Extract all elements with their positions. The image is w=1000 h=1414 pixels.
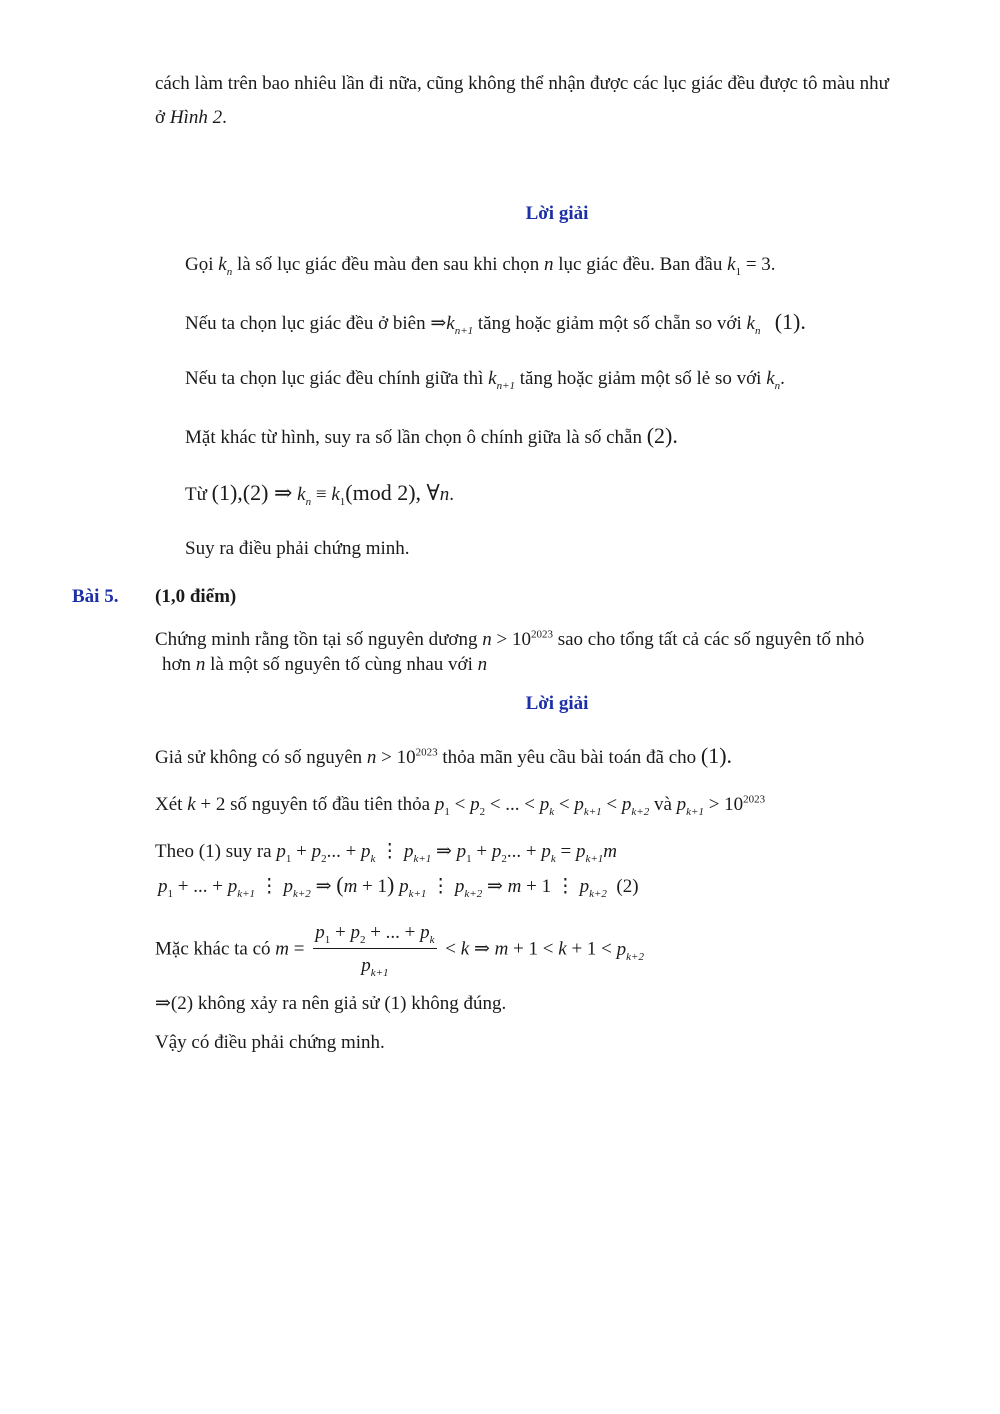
solution1-conclusion: Suy ra điều phải chứng minh. [185,538,410,559]
solution1-para-1: Gọi $k_n$ là số lục giác đều màu đen sau khi chọn n lục giác đều. Ban đầu $k_1 = 3$. [185,254,776,278]
solution2-conclusion: Vậy có điều phải chứng minh. [155,1032,385,1053]
problem-5-points: (1,0 điểm) [155,586,237,607]
solution2-line-3: Theo (1) suy ra $p_1 + p_2$... + $p_k$ ⋮ $p_{k+1}$ ⇒ $p_1 + p_2$... + $p_k = p_{k+1}m$ [155,841,618,865]
solution1-para-5: Từ (1),(2) ⇒ $k_n \equiv k_1(mod$ 2), ∀n. [185,480,455,508]
solution1-para-4: Mặt khác từ hình, suy ra số lần chọn ô chính giữa là số chẵn (2). [185,423,678,448]
solution-heading-2: Lời giải [525,693,589,714]
solution2-line-1: Giả sử không có số nguyên $n > 10^{2023}$ thỏa mãn yêu cầu bài toán đã cho (1). [155,743,733,768]
sum-fraction: $\frac{p_1 + p_2 + ... + p_k}{p_{k+1}}$ [315,922,435,979]
solution1-para-3: Nếu ta chọn lục giác đều chính giữa thì $k_{n+1}$ tăng hoặc giảm một số lẻ so với $k_n$. [185,368,785,392]
intro-line-2: ở Hình 2. [155,107,227,128]
solution2-line-5: Mặc khác ta có m = $\frac{p_1 + p_2 + ... + p_k}{p_{k+1}}$ < k ⇒ $m + 1 < k + 1 < p_{k+2}$ [155,922,644,979]
solution1-para-2: Nếu ta chọn lục giác đều ở biên $\Rightarrow k_{n+1}$ tăng hoặc giảm một số chẵn so với $k_n$ (1). [185,309,806,337]
problem-5-text-2: hơn n là một số nguyên tố cùng nhau với n [162,654,488,675]
solution2-line-2: Xét k + 2 số nguyên tố đầu tiên thỏa $p_1 < p_2$ < ... < $p_k < p_{k+1} < p_{k+2}$ và $p_{k+1} > 10^{2023}$ [155,793,766,818]
figure-reference: Hình 2 [169,107,223,128]
solution2-line-6: ⇒(2) không xảy ra nên giả sử (1) không đúng. [155,993,507,1014]
solution-heading-1: Lời giải [525,203,589,224]
problem-5-text-1: Chứng minh rằng tồn tại số nguyên dương $n > 10^{2023}$ sao cho tổng tất cả các số nguyên tố nhỏ [155,628,865,650]
problem-5-label: Bài 5. [72,586,119,607]
intro-line-1: cách làm trên bao nhiêu lần đi nữa, cũng không thể nhận được các lục giác đều được tô màu như [155,73,889,94]
solution2-line-4: $p_1$ + ... + $p_{k+1}$ ⋮ $p_{k+2}$ ⇒ (m + 1) $p_{k+1}$ ⋮ $p_{k+2}$ ⇒ m + 1 ⋮ $p_{k+2}$ (2) [158,872,639,900]
